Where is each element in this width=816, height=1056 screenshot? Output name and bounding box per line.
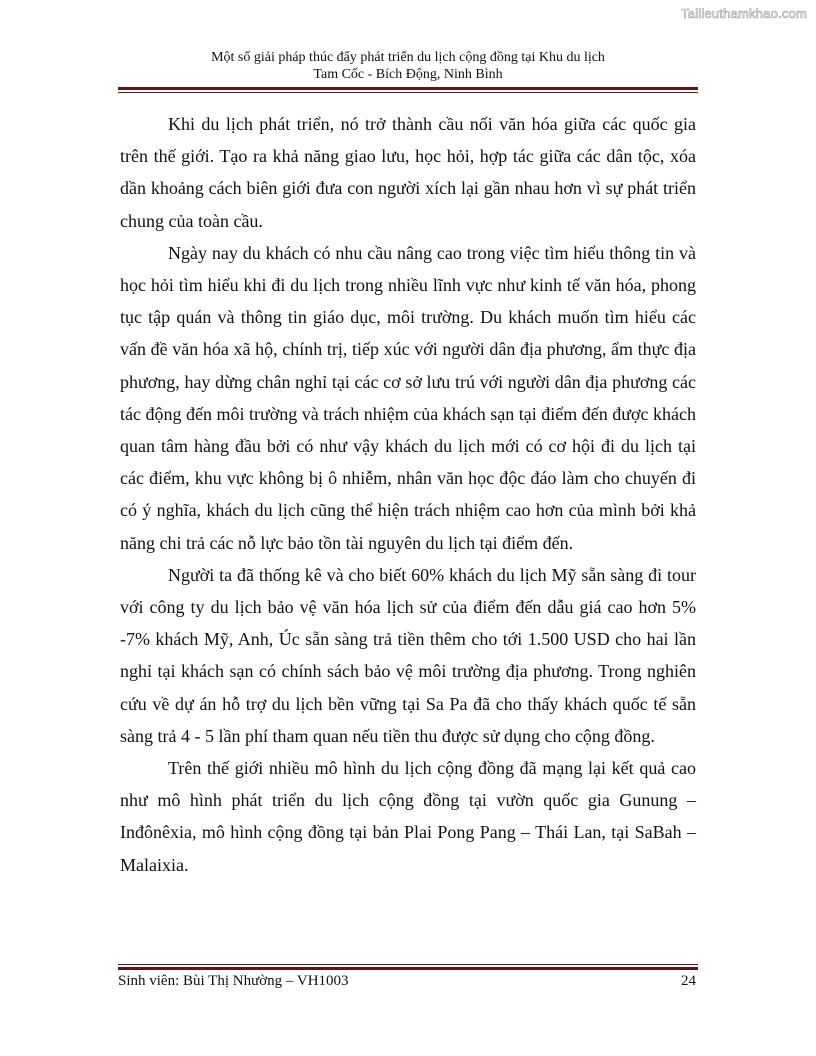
page-header [118,49,698,83]
document-body [120,108,696,881]
paragraph: Ngày nay du khách có nhu cầu nâng cao trong việc tìm hiểu thông tin và học hỏi tìm hiểu khi đi du lịch trong nhiều lĩnh vực như kinh tế văn hóa, phong tục tập quán và thông tin giáo dục, môi trường. Du khách muốn tìm hiểu các vấn đề văn hóa xã hộ, chính trị, tiếp xúc với người dân địa phương, ẩm thực địa phương, hay dừng chân nghỉ tại các cơ sở lưu trú với người dân địa phương các tác động đến môi trường và trách nhiệm của khách sạn tại điểm đến được khách quan tâm hàng đầu bởi có như vậy khách du lịch mới có cơ hội đi du lịch tại các điểm, khu vực không bị ô nhiễm, nhân văn học độc đáo làm cho chuyến đi có ý nghĩa, khách du lịch cũng thể hiện trách nhiệm cao hơn của mình bởi khả năng chi trả các nỗ lực bảo tồn tài nguyên du lịch tại điểm đến. [120,242,696,553]
page-footer [118,972,698,990]
watermark-text: Tailieuthamkhao.com [681,6,807,21]
paragraph: Khi du lịch phát triển, nó trở thành cầu nối văn hóa giữa các quốc gia trên thế giới. Tạo ra khả năng giao lưu, học hỏi, hợp tác giữa các dân tộc, xóa dần khoảng cách biên giới đưa con người xích lại gần nhau hơn vì sự phát triển chung của toàn cầu. [120,114,696,231]
paragraph: Trên thế giới nhiều mô hình du lịch cộng đồng đã mạng lại kết quả cao như mô hình phát triển du lịch cộng đồng tại vườn quốc gia Gunung – Inđônêxia, mô hình cộng đồng tại bản Plai Pong Pang – Thái Lan, tại SaBah – Malaixia. [120,758,696,875]
page-number: 24 [681,973,696,989]
header-title-line-2: Tam Cốc - Bích Động, Ninh Bình [313,67,503,82]
footer-student-name: Sinh viên: Bùi Thị Nhường – VH1003 [118,973,349,989]
paragraph: Người ta đã thống kê và cho biết 60% khách du lịch Mỹ sẵn sàng đi tour với công ty du lịch bảo vệ văn hóa lịch sử của điểm đến dẫu giá cao hơn 5% -7% khách Mỹ, Anh, Úc sẵn sàng trả tiền thêm cho tới 1.500 USD cho hai lần nghỉ tại khách sạn có chính sách bảo vệ môi trường địa phương. Trong nghiên cứu về dự án hỗ trợ du lịch bền vững tại Sa Pa đã cho thấy khách quốc tế sẵn sàng trả 4 - 5 lần phí tham quan nếu tiền thu được sử dụng cho cộng đồng. [120,564,696,746]
footer-divider [118,964,698,970]
header-divider [118,87,698,93]
header-title-line-1: Một số giải pháp thúc đẩy phát triển du lịch cộng đồng tại Khu du lịch [211,50,605,65]
